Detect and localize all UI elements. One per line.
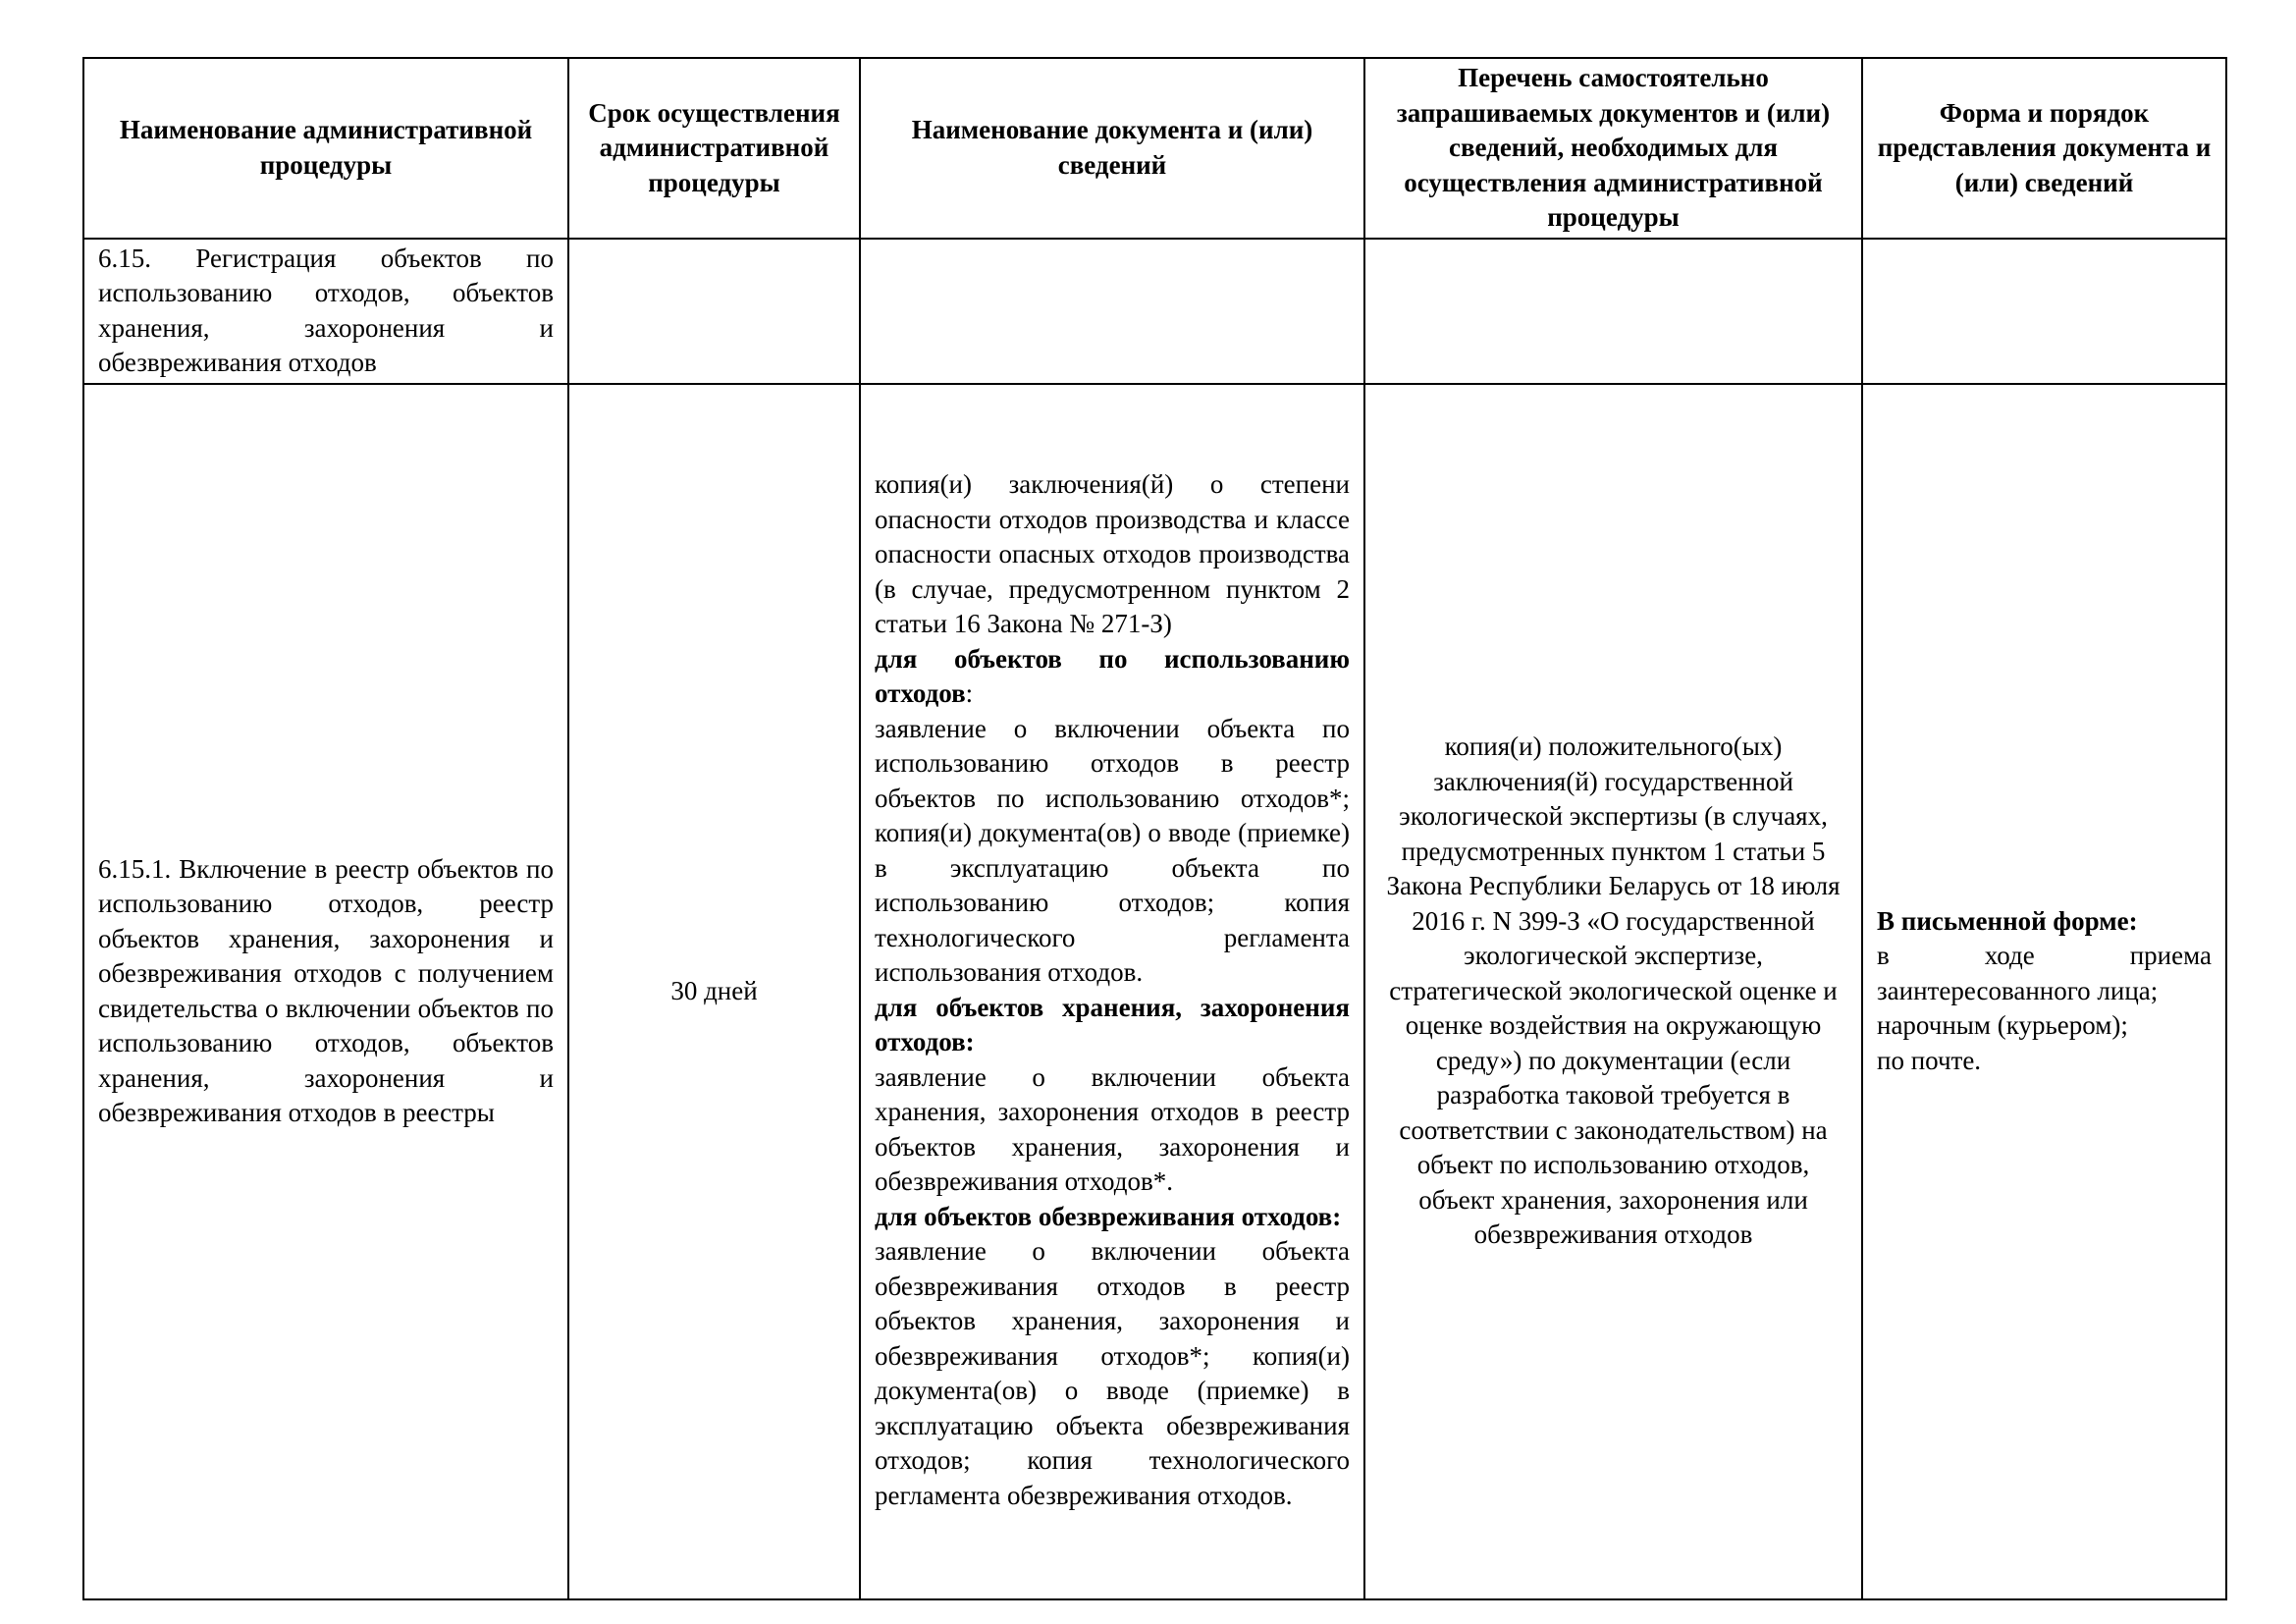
use-items: заявление о включении объекта по использованию отходов в реестр объектов по использованию отходов*; копия(и) документа(ов) о вводе (приемке) в эксплуатацию объекта по использованию отходов; копия технологического регламента использования отходов.	[875, 713, 1350, 987]
procedure-name: 6.15.1. Включение в реестр объектов по использованию отходов, реестр объектов хранения, захоронения и обезвреживания отходов с получением свидетельства о включении объектов по использованию отходов, объектов хранения, захоронения и обезвреживания отходов в реестры	[98, 853, 554, 1127]
header-term: Срок осуществления административной процедуры	[568, 58, 860, 239]
form-line-3: по почте.	[1877, 1045, 1982, 1075]
header-requested-documents: Перечень самостоятельно запрашиваемых документов и (или) сведений, необходимых для осуществления административной процедуры	[1364, 58, 1862, 239]
section-term-cell	[568, 239, 860, 384]
table-header-row	[83, 58, 2226, 239]
procedure-table	[82, 57, 2227, 1600]
form-line-1: в ходе приема заинтересованного лица;	[1877, 941, 2212, 1005]
procedure-name-cell	[83, 384, 568, 1599]
term-value: 30 дней	[670, 975, 758, 1005]
use-heading: для объектов по использованию отходов	[875, 643, 1350, 708]
procedure-row	[83, 384, 2226, 1599]
neutral-items: заявление о включении объекта обезвреживания отходов в реестр объектов хранения, захоронения и обезвреживания отходов*; копия(и) документа(ов) о вводе (приемке) в эксплуатацию объекта обезвреживания отходов; копия технологического регламента обезвреживания отходов.	[875, 1236, 1350, 1510]
header-procedure-name: Наименование административной процедуры	[83, 58, 568, 239]
header-submission-form: Форма и порядок представления документа и (или) сведений	[1862, 58, 2226, 239]
neutral-heading: для объектов обезвреживания отходов:	[875, 1201, 1342, 1231]
header-document-name: Наименование документа и (или) сведений	[860, 58, 1364, 239]
section-requested-cell	[1364, 239, 1862, 384]
section-documents-cell	[860, 239, 1364, 384]
section-title: 6.15. Регистрация объектов по использованию отходов, объектов хранения, захоронения и обезвреживания отходов	[83, 239, 568, 384]
storage-items: заявление о включении объекта хранения, захоронения отходов в реестр объектов хранения, захоронения и обезвреживания отходов*.	[875, 1061, 1350, 1196]
documents-intro: копия(и) заключения(й) о степени опасности отходов производства и классе опасности опасных отходов производства (в случае, предусмотренном пунктом 2 статьи 16 Закона № 271-З)	[875, 469, 1350, 638]
storage-heading: для объектов хранения, захоронения отходов:	[875, 992, 1350, 1056]
documents-cell: копия(и) заключения(й) о степени опасности отходов производства и классе опасности опасных отходов производства (в случае, предусмотренном пунктом 2 статьи 16 Закона № 271-З) для объектов по использованию отходов: заявление о включении объекта по использованию отходов в реестр объектов по использованию отходов*; копия(и) документа(ов) о вводе (приемке) в эксплуатацию объекта по использованию отходов; копия технологического регламента использования отходов. для объектов хранения, захоронения отходов: заявление о включении объекта хранения, захоронения отходов в реестр объектов хранения, захоронения и обезвреживания отходов*. для объектов обезвреживания отходов: заявление о включении объекта обезвреживания отходов в реестр объектов хранения, захоронения и обезвреживания отходов*; копия(и) документа(ов) о вводе (приемке) в эксплуатацию объекта обезвреживания отходов; копия технологического регламента обезвреживания отходов.	[860, 384, 1364, 1599]
form-cell	[1862, 384, 2226, 1599]
section-form-cell	[1862, 239, 2226, 384]
section-row	[83, 239, 2226, 384]
form-line-2: нарочным (курьером);	[1877, 1010, 2128, 1041]
term-cell	[568, 384, 860, 1599]
requested-cell	[1364, 384, 1862, 1599]
requested-documents: копия(и) положительного(ых) заключения(й) государственной экологической экспертизы (в случаях, предусмотренных пунктом 1 статьи 5 Закона Республики Беларусь от 18 июля 2016 г. N 399-З «О государственной экологической экспертизе, стратегической экологической оценке и оценке воздействия на окружающую среду») по документации (если разработка таковой требуется в соответствии с законодательством) на объект по использованию отходов, объект хранения, захоронения или обезвреживания отходов	[1386, 731, 1841, 1250]
form-lead: В письменной форме:	[1877, 905, 2138, 936]
